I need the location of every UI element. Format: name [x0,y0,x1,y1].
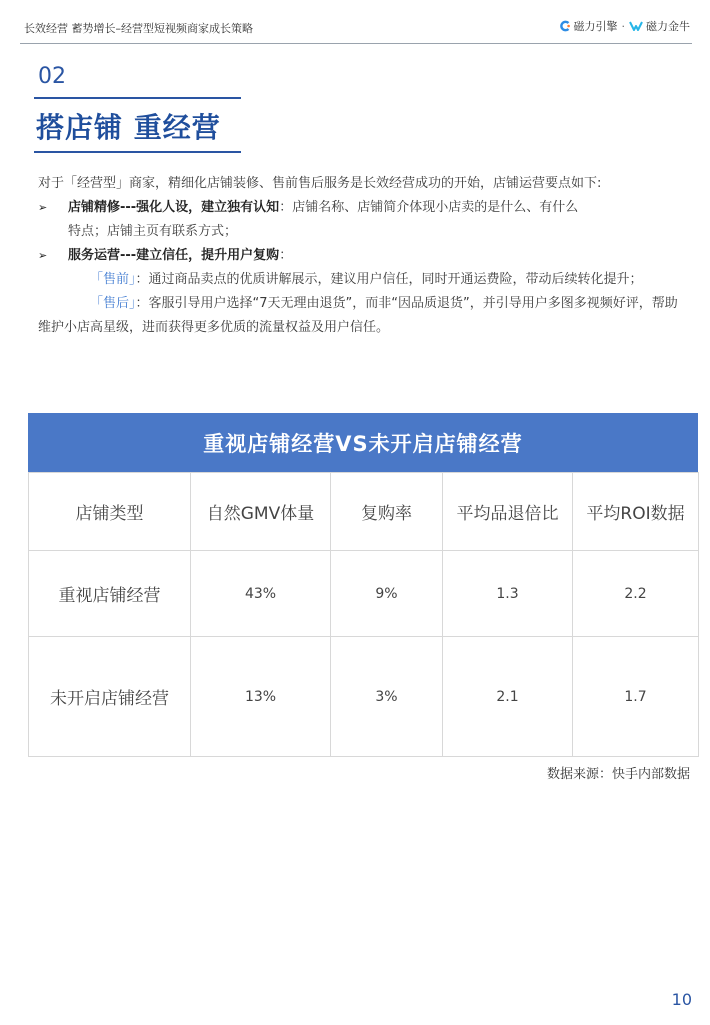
cili-jinniu-logo-icon [629,20,643,32]
column-header: 自然GMV体量 [191,473,331,551]
table-header-row [29,473,699,551]
column-header: 店铺类型 [29,473,191,551]
brand-left: 磁力引擎 [573,20,618,33]
table-row [29,551,699,637]
bullet-item-store-refine [38,196,686,220]
comparison-table [28,472,699,757]
table-cell: 3% [331,637,443,757]
row-label: 未开启店铺经营 [29,637,191,757]
section-title: 搭店铺 重经营 [36,111,221,144]
section-rule-bottom [34,151,241,153]
page-number: 10 [671,990,692,1009]
header-title: 长效经营 蓄势增长–经营型短视频商家成长策略 [24,22,253,35]
bullet-text: ：店铺名称、店铺简介体现小店卖的是什么、有什么 [279,200,579,215]
column-header: 平均品退倍比 [443,473,573,551]
arrow-bullet-icon: ➢ [38,201,48,214]
table-title: 重视店铺经营VS未开启店铺经营 [28,413,698,472]
intro-paragraph: 对于「经营型」商家，精细化店铺装修、售前售后服务是长效经营成功的开始，店铺运营要点如下: [38,176,602,191]
bullet-continuation: 特点；店铺主页有联系方式； [68,224,238,239]
table-cell: 2.1 [443,637,573,757]
table-cell: 1.3 [443,551,573,637]
table-row [29,637,699,757]
body-text [38,172,686,340]
aftersale-label: 「售后」 [90,296,136,311]
data-source-note: 数据来源：快手内部数据 [546,767,690,782]
brand-separator: · [621,19,625,33]
aftersale-paragraph [38,292,686,340]
section-rule-top [34,97,241,99]
arrow-bullet-icon: ➢ [38,249,48,262]
brand-logos [559,18,691,34]
table-cell: 43% [191,551,331,637]
aftersale-text: ：客服引导用户选择“7天无理由退货”，而非“因品质退货”，并引导用户多图多视频好评，帮助维护小店高星级，进而获得更多优质的流量权益及用户信任。 [38,296,678,335]
row-label: 重视店铺经营 [29,551,191,637]
column-header: 复购率 [331,473,443,551]
section-number: 02 [38,64,66,89]
header-divider [20,43,692,44]
presale-label: 「售前」 [90,272,136,287]
bullet-text: ： [279,248,293,263]
presale-text: ：通过商品卖点的优质讲解展示，建议用户信任，同时开通运费险，带动后续转化提升； [135,272,643,287]
table-cell: 1.7 [573,637,699,757]
cili-engine-logo-icon [559,20,571,32]
page-header [0,0,710,46]
bullet-heading: 店铺精修---强化人设，建立独有认知 [68,200,280,215]
column-header: 平均ROI数据 [573,473,699,551]
comparison-table-block [28,413,698,757]
bullet-item-service [38,244,686,268]
table-cell: 13% [191,637,331,757]
brand-right: 磁力金牛 [646,20,690,33]
presale-paragraph [38,268,686,292]
table-cell: 9% [331,551,443,637]
table-cell: 2.2 [573,551,699,637]
bullet-heading: 服务运营---建立信任，提升用户复购 [68,248,280,263]
